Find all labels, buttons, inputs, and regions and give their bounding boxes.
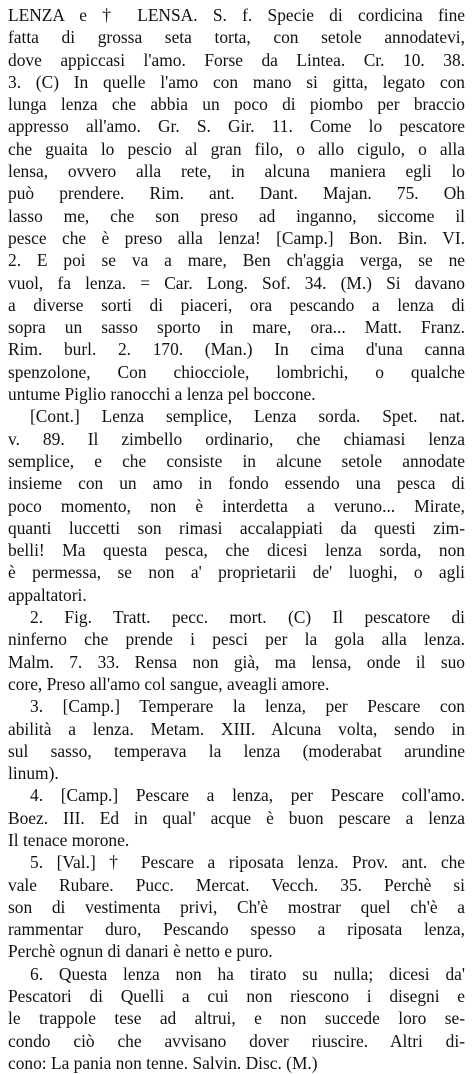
entry-text-line: belli! Ma questa pesca, che dicesi lenza sorda, non [8,540,465,561]
entry-text-line: appresso all'amo. Gr. S. Gir. 11. Come lo pescatore [8,116,465,137]
entry-text-line: può prendere. Rim. ant. Dant. Majan. 75. Oh [8,183,465,204]
entry-text-line: son di vestimenta privi, Ch'è mostrar quel ch'è a [8,896,465,917]
entry-text-line: spenzolone, Con chiocciole, lombrichi, o qualche [8,361,465,382]
entry-text-line: rammentar duro, Pescando spesso a riposata lenza, [8,919,465,940]
entry-text-line: lensa, ovvero alla rete, in alcuna maniera egli lo [8,161,465,182]
entry-text-line: Il tenace morone. [8,829,130,850]
entry-text-line: dove appiccasi l'amo. Forse da Lintea. Cr. 10. 38. [8,49,465,70]
entry-text-line: 3. [Camp.] Temperare la lenza, per Pescare con [30,696,465,717]
entry-text-line: abilità a lenza. Metam. XIII. Alcuna volta, sendo in [8,718,465,739]
entry-text-line: Boez. III. Ed in qual' acque è buon pescare a lenza [8,807,465,828]
entry-text-line: v. 89. Il zimbello ordinario, che chiamasi lenza [8,428,465,449]
entry-text-line: [Cont.] Lenza semplice, Lenza sorda. Spet. nat. [30,406,465,427]
entry-text-line: appaltatori. [8,584,87,605]
entry-text-line: 5. [Val.] † Pescare a riposata lenza. Prov. ant. che [30,852,465,873]
entry-text-line: LENZA e † LENSA. S. f. Specie di cordicina fine [8,5,465,25]
entry-text-line: 4. [Camp.] Pescare a lenza, per Pescare coll'amo. [30,785,465,806]
entry-text-line: quanti luccetti son rimasi accalappiati da questi zim- [8,517,465,538]
entry-text-line: core, Preso all'amo col sangue, aveagli amore. [8,673,330,694]
entry-text-line: 3. (C) In quelle l'amo con mano si gitta, legato con [8,71,465,92]
entry-text-line: 2. Fig. Tratt. pecc. mort. (C) Il pescatore di [30,607,465,628]
entry-text-line: Pescatori di Quelli a cui non riescono i disegni e [8,986,465,1007]
entry-text-line: ninferno che prende i pesci per la gola alla lenza. [8,629,465,650]
entry-text-line: Perchè ognun di danari è netto e puro. [8,941,273,962]
entry-text-line: a diverse sorti di piaceri, ora pescando a lenza di [8,294,465,315]
entry-text-line: poco momento, non è interdetta a veruno... Mirate, [8,495,465,516]
entry-text-line: pesce che è preso alla lenza! [Camp.] Bon. Bin. VI. [8,227,465,248]
entry-text-line: che guaita lo pescio al gran filo, o allo cigulo, o alla [8,138,465,159]
entry-text-line: vuol, fa lenza. = Car. Long. Sof. 34. (M.) Si davano [8,272,465,293]
entry-text-line: sopra un sasso sporto in mare, ora... Matt. Franz. [8,317,465,338]
entry-text-line: linum). [8,763,59,784]
entry-text-line: Rim. burl. 2. 170. (Man.) In cima d'una canna [8,339,465,360]
entry-text-line: 2. E poi se va a mare, Ben ch'aggia verga, se ne [8,250,465,271]
entry-text-line: 6. Questa lenza non ha tirato su nulla; dicesi da' [30,963,465,984]
entry-text-line: insieme con un amo in fondo essendo una pesca di [8,473,465,494]
entry-text-line: le trappole tese ad altrui, e non succede loro se- [8,1008,465,1029]
entry-text-line: cono: La pania non tenne. Salvin. Disc. (M.) [8,1052,318,1073]
entry-text-line: lunga lenza che abbia un poco di piombo per braccio [8,94,465,115]
entry-text-line: vale Rubare. Pucc. Mercat. Vecch. 35. Perchè si [8,874,465,895]
entry-text-line: è permessa, se non a' proprietarii de' luoghi, o agli [8,562,465,583]
entry-text-line: Malm. 7. 33. Rensa non già, ma lensa, onde il suo [8,651,465,672]
entry-text-line: fatta di grossa seta torta, con setole annodatevi, [8,27,465,48]
entry-text-line: lasso me, che son preso ad inganno, siccome il [8,205,465,226]
entry-text-line: sul sasso, temperava la lenza (moderabat arundine [8,740,465,761]
entry-text-line: condo ciò che avvisano dover riuscire. Altri di- [8,1030,465,1051]
entry-text-line: untume Piglio ranocchi a lenza pel boccone. [8,384,316,405]
entry-text-line: semplice, e che consiste in alcune setole annodate [8,450,465,471]
